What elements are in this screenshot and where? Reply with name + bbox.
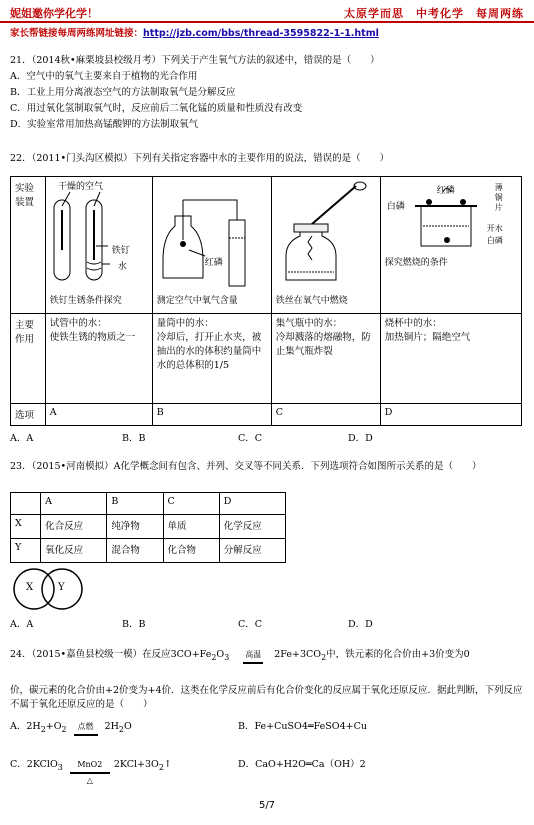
q23-stem: 23．（2015•河南模拟）A化学概念间有包含、并列、交叉等不同关系．下列选项符合如图所示关系的是（ ） [10, 461, 482, 472]
q22-function-c: 集气瓶中的水： 冷却溅落的熔融物，防止集气瓶炸裂 [271, 314, 380, 404]
q21-option-a: A．空气中的氧气主要来自于植物的光合作用 [10, 71, 198, 82]
q24-line2: 价，碳元素的化合价由+2价变为+4价．这类在化学反应前后有化合价变化的反应属于氧化还原反应．据此判断，下列反应不属于氧化还原反应的是（ ） [10, 685, 523, 710]
q23-head-empty [11, 493, 41, 515]
q22-apparatus-a [45, 177, 152, 314]
header-link[interactable]: http://jzb.com/bbs/thread-3595822-1-1.html [143, 28, 379, 39]
q23-x-label: X [11, 515, 41, 539]
label-nail: 铁钉 [111, 246, 130, 256]
q23-answer-d: D．D [348, 619, 373, 630]
q22-table [10, 176, 522, 426]
q22-answer-c: C．C [238, 433, 263, 444]
q22-letter-c: C [271, 404, 380, 426]
label-hot-water: 开水 [486, 224, 503, 233]
svg-text:干燥的空气: 干燥的空气 [57, 182, 103, 192]
q23-y-a: 氧化反应 [41, 539, 107, 563]
q21-stem: 21．（2014秋•麻栗坡县校级月考）下列关于产生氧气方法的叙述中，错误的是（ ） [10, 55, 380, 66]
q22-function-a: 试管中的水： 使铁生锈的物质之一 [45, 314, 152, 404]
q22-answer-a: A．A [10, 433, 34, 444]
q24-option-c-condition: MnO2 △ [70, 758, 110, 788]
q23-head-c: C [163, 493, 219, 515]
q22-letter-d: D [380, 404, 521, 426]
q23-y-c: 化合物 [163, 539, 219, 563]
test-tubes-diagram [50, 180, 148, 290]
q23-x-a: 化合反应 [41, 515, 107, 539]
q23-y-d: 分解反应 [219, 539, 285, 563]
q21-option-b: B．工业上用分离液态空气的方法制取氧气是分解反应 [10, 87, 236, 98]
q22-apparatus-c [271, 177, 380, 314]
q23-table [10, 492, 286, 563]
q22-row1-label: 实验 装置 [11, 177, 46, 314]
header-left: 妮姐邀你学化学！ [10, 7, 98, 20]
q21-option-d: D．实验室常用加热高锰酸钾的方法制取氧气 [10, 119, 199, 130]
q22-row2-label: 主要 作用 [11, 314, 46, 404]
q23-head-b: B [107, 493, 163, 515]
q23-answer-c: C．C [238, 619, 263, 630]
venn-diagram [12, 567, 92, 616]
q21-option-c: C．用过氧化氢制取氧气时，反应前后二氧化锰的质量和性质没有改变 [10, 103, 303, 114]
iron-wire-jar-diagram [276, 180, 376, 290]
q22-answer-b: B．B [122, 433, 146, 444]
q24-option-c: C．2KClO$_3$ MnO2 △ $2KCl+3O_2↑$ [10, 758, 172, 788]
label-water: 水 [117, 262, 127, 272]
q24-option-d: D．CaO+H2O═Ca（OH）2 [238, 759, 366, 770]
label-white-phosphorus: 白磷 [386, 202, 405, 212]
page-number: 5/7 [258, 800, 276, 811]
q23-x-b: 纯净物 [107, 515, 163, 539]
q22-apparatus-d [380, 177, 521, 314]
q22-letter-b: B [152, 404, 271, 426]
label-red-phosphorus-d: 红磷 [436, 186, 455, 196]
q22-function-b: 量筒中的水： 冷却后，打开止水夹，被抽出的水的体积约量筒中水的总体积的1/5 [152, 314, 271, 404]
q22-function-d: 烧杯中的水： 加热铜片；隔绝空气 [380, 314, 521, 404]
q22-letter-a: A [45, 404, 152, 426]
q23-head-d: D [219, 493, 285, 515]
label-red-phosphorus: 红磷 [204, 258, 223, 268]
header-right: 太原学而思 中考化学 每周两练 [344, 7, 524, 20]
q23-x-d: 化学反应 [219, 515, 285, 539]
q24-condition: 高温 [236, 648, 270, 664]
q22-answer-d: D．D [348, 433, 373, 444]
header-divider [0, 21, 534, 23]
header-sub-prefix: 家长帮链接每周两练网址链接： [10, 28, 144, 39]
header-subline [10, 25, 379, 39]
q23-y-label: Y [11, 539, 41, 563]
caption-b: 测定空气中氧气含量 [156, 296, 238, 306]
venn-y-label: Y [58, 582, 65, 593]
q23-head-a: A [41, 493, 107, 515]
q24-option-b: B．Fe+CuSO4═FeSO4+Cu [238, 721, 367, 732]
label-white-phosphorus-2: 白磷 [486, 236, 503, 245]
flask-cylinder-diagram [157, 180, 267, 290]
q22-row3-label: 选项 [11, 404, 46, 426]
q23-x-c: 单质 [163, 515, 219, 539]
q24-stem: 24．（2015•嘉鱼县校级一模）在反应$3CO+Fe_2O_3$ 高温 $2Fe+3CO_2$中，铁元素的化合价由+3价变为0 [10, 648, 470, 665]
caption-d: 探究燃烧的条件 [384, 258, 448, 268]
q23-answer-a: A．A [10, 619, 34, 630]
venn-x-label: X [26, 582, 34, 593]
q22-stem: 22．（2011•门头沟区模拟）下列有关指定容器中水的主要作用的说法，错误的是（ ） [10, 153, 390, 164]
label-copper-sheet: 薄 铜 片 [494, 183, 503, 212]
q23-answer-b: B．B [122, 619, 146, 630]
caption-a: 铁钉生锈条件探究 [49, 296, 122, 306]
caption-c: 铁丝在氧气中燃烧 [275, 296, 348, 306]
q24-option-a: A．$2H_2+O_2$ 点燃 $2H_2O$ [10, 720, 132, 737]
q23-y-b: 混合物 [107, 539, 163, 563]
q22-apparatus-b [152, 177, 271, 314]
